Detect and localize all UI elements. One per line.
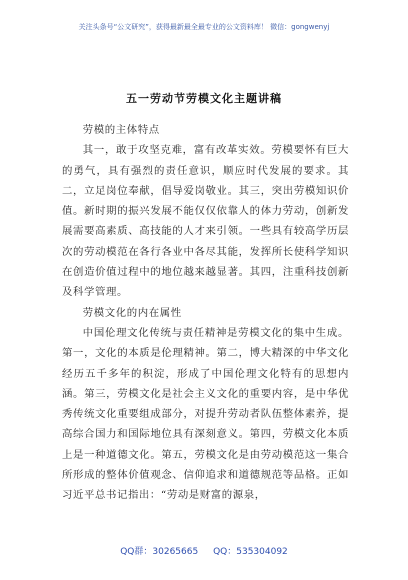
footer-qq-group: QQ群：30265665 [120, 547, 199, 557]
footer-qq: QQ：535304092 [213, 547, 288, 557]
paragraph-features: 其一，敢于攻坚克难，富有改革实效。劳模要怀有巨大的勇气，具有强烈的责任意识，顺应时代发展的要求。其二，立足岗位奉献，倡导爱岗敬业。其三，突出劳模知识价值。新时期的振兴发展不能仅仅依靠人的体力劳动，创新发展需要高素质、高技能的人才来引领。一些具有较高学历层次的劳动模范在各行各业中各尽其能，发挥所长使科学知识在创造价值过程中的地位越来越显著。其四，注重科技创新及科学管理。 [62, 144, 349, 299]
section-heading-attributes: 劳模文化的内在属性 [82, 306, 182, 319]
document-title: 五一劳动节劳模文化主题讲稿 [126, 92, 282, 105]
footer [0, 544, 408, 557]
header-note: 关注头条号“公文研究”，获得最新最全最专业的公文资料库！ 微信：gongwenyj [78, 23, 330, 31]
section-heading-features: 劳模的主体特点 [82, 124, 160, 136]
paragraph-attributes: 中国伦理文化传统与责任精神是劳模文化的集中生成。第一，文化的本质是伦理精神。第二，博大精深的中华文化经历五千多年的积淀，形成了中国伦理文化特有的思想内涵。第三，劳模文化是社会主义文化的重要内容，是中华优秀传统文化重要组成部分，对提升劳动者队伍整体素养，提高综合国力和国际地位具有深刻意义。第四，劳模文化本质上是一种道德文化。第五，劳模文化是由劳动模范这一集合所形成的整体价值观念、信仰追求和道德规范等品格。正如习近平总书记指出：“劳动是财富的源泉， [62, 326, 349, 502]
document-body [62, 120, 349, 506]
